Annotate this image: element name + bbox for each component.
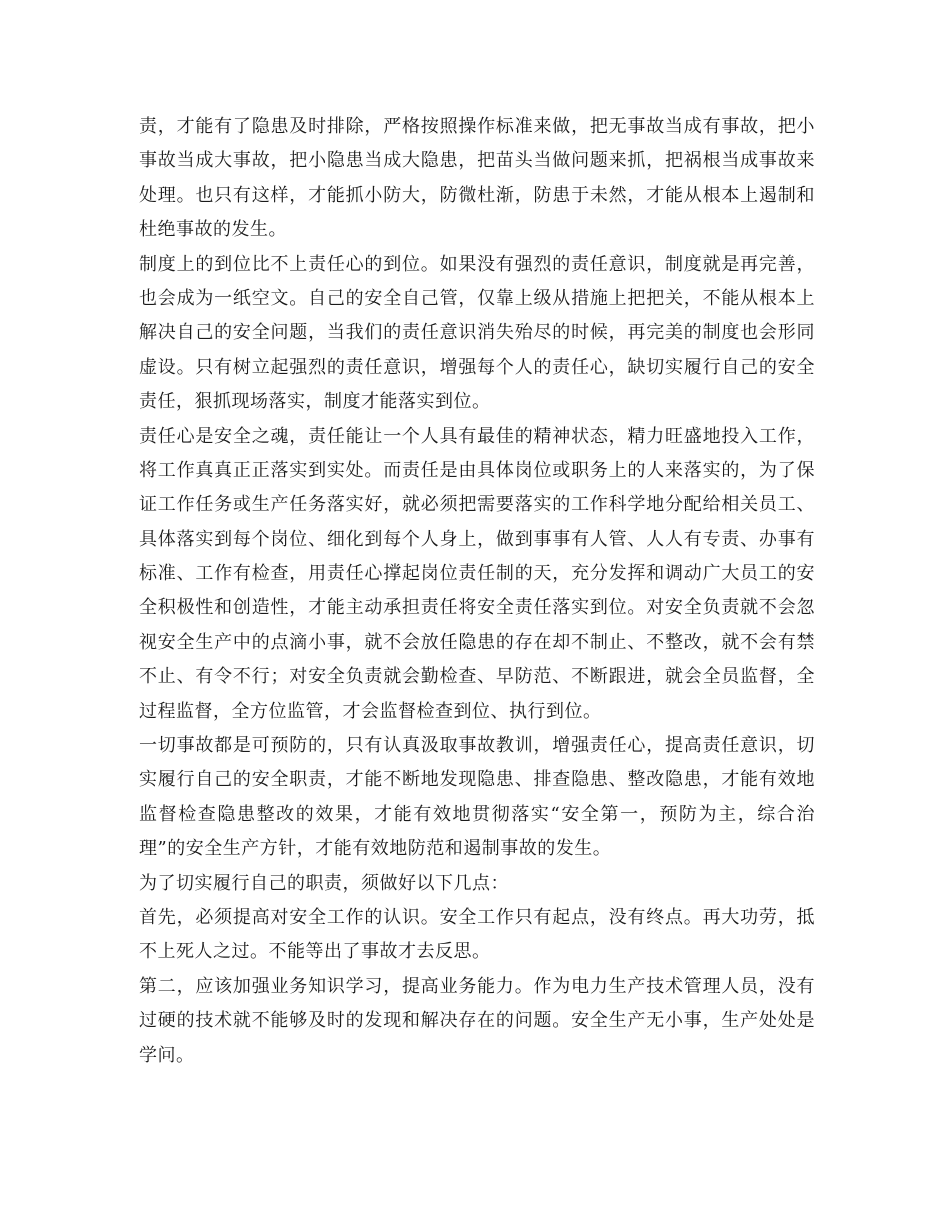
text-line: 监督检查隐患整改的效果，才能有效地贯彻落实“安全第一，预防为主，综合治 xyxy=(139,803,815,825)
text-line: 责任心是安全之魂，责任能让一个人具有最佳的精神状态，精力旺盛地投入工作， xyxy=(139,425,815,447)
text-line: 将工作真真正正落实到实处。而责任是由具体岗位或职务上的人来落实的，为了保 xyxy=(139,459,815,481)
text-line: 责，才能有了隐患及时排除，严格按照操作标准来做，把无事故当成有事故，把小 xyxy=(139,116,815,137)
text-line: 视安全生产中的点滴小事，就不会放任隐患的存在却不制止、不整改，就不会有禁 xyxy=(139,631,815,653)
text-line: 标准、工作有检查，用责任心撑起岗位责任制的天，充分发挥和调动广大员工的安 xyxy=(139,563,815,585)
text-line: 为了切实履行自己的职责，须做好以下几点： xyxy=(139,872,509,894)
text-line: 不止、有令不行；对安全负责就会勤检查、早防范、不断跟进，就会全员监督，全 xyxy=(139,666,815,688)
text-line: 杜绝事故的发生。 xyxy=(139,219,287,241)
body-text xyxy=(139,110,815,1073)
text-line: 过硬的技术就不能够及时的发现和解决存在的问题。安全生产无小事，生产处处是 xyxy=(139,1010,815,1032)
text-line: 一切事故都是可预防的，只有认真汲取事故教训，增强责任心，提高责任意识，切 xyxy=(139,735,815,757)
text-line: 解决自己的安全问题，当我们的责任意识消失殆尽的时候，再完美的制度也会形同 xyxy=(139,322,815,344)
text-line: 全积极性和创造性，才能主动承担责任将安全责任落实到位。对安全负责就不会忽 xyxy=(139,597,815,619)
text-line: 第二，应该加强业务知识学习，提高业务能力。作为电力生产技术管理人员，没有 xyxy=(139,975,815,997)
text-line: 责任，狠抓现场落实，制度才能落实到位。 xyxy=(139,391,491,413)
text-line: 理”的安全生产方针，才能有效地防范和遏制事故的发生。 xyxy=(139,838,612,860)
text-line: 具体落实到每个岗位、细化到每个人身上，做到事事有人管、人人有专责、办事有 xyxy=(139,528,815,550)
text-line: 也会成为一纸空文。自己的安全自己管，仅靠上级从措施上把把关，不能从根本上 xyxy=(139,287,815,309)
text-line: 事故当成大事故，把小隐患当成大隐患，把苗头当做问题来抓，把祸根当成事故来 xyxy=(139,150,815,172)
text-line: 学问。 xyxy=(139,1044,195,1066)
text-line: 首先，必须提高对安全工作的认识。安全工作只有起点，没有终点。再大功劳，抵 xyxy=(139,906,815,928)
text-line: 过程监督，全方位监管，才会监督检查到位、执行到位。 xyxy=(139,700,602,722)
text-line: 实履行自己的安全职责，才能不断地发现隐患、排查隐患、整改隐患，才能有效地 xyxy=(139,769,815,791)
text-line: 处理。也只有这样，才能抓小防大，防微杜渐，防患于未然，才能从根本上遏制和 xyxy=(139,184,815,206)
text-line: 证工作任务或生产任务落实好，就必须把需要落实的工作科学地分配给相关员工、 xyxy=(139,494,815,516)
text-line: 虚设。只有树立起强烈的责任意识，增强每个人的责任心，缺切实履行自己的安全 xyxy=(139,356,815,378)
text-line: 制度上的到位比不上责任心的到位。如果没有强烈的责任意识，制度就是再完善， xyxy=(139,253,815,275)
text-line: 不上死人之过。不能等出了事故才去反思。 xyxy=(139,941,491,963)
